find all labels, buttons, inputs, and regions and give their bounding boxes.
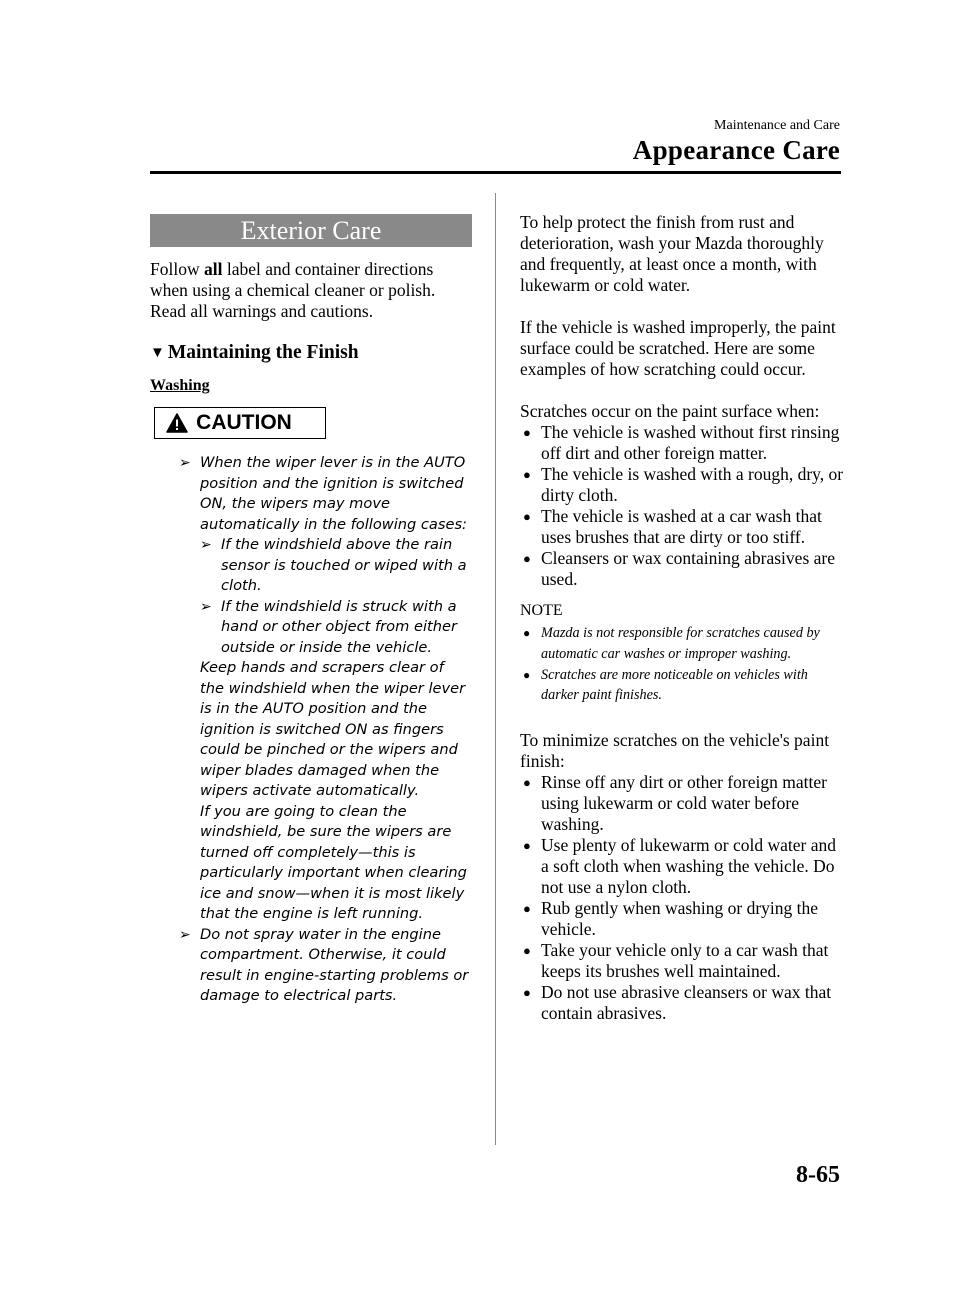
list-item-text: Rub gently when washing or drying the vehicle. [541,898,819,940]
right-column [520,212,845,1024]
bullet-icon: ● [523,943,531,959]
bullet-icon: ● [523,425,531,440]
paragraph-scratches-occur: Scratches occur on the paint surface when: [520,401,820,421]
intro-paragraph [150,259,472,322]
triangle-down-icon: ▼ [150,344,165,361]
list-item [520,548,845,590]
bullet-icon: ● [523,667,531,682]
section-title-bar: Exterior Care [150,214,472,247]
list-item [520,835,845,898]
note-title: NOTE [520,602,563,619]
intro-text-start: Follow [150,259,204,279]
bullet-icon: ● [523,838,531,854]
spacer [520,380,845,401]
bullet-icon: ● [523,985,531,1001]
list-item-text: The vehicle is washed with a rough, dry, or dirty cloth. [541,464,844,505]
list-item-text: The vehicle is washed at a car wash that uses brushes that are dirty or too stiff. [541,506,822,547]
paragraph-minimize-scratches: To minimize scratches on the vehicle's paint finish: [520,730,830,772]
bullet-icon: ● [523,509,531,524]
caution-label: CAUTION [196,411,292,434]
caution-subitem [150,597,472,659]
arrow-bullet-icon: ➢ [200,537,212,553]
note-item-text: Mazda is not responsible for scratches caused by automatic car washes or improper washing. [541,625,820,662]
caution-subitem-text: If the windshield is struck with a hand or other object from either outside or inside the vehicle. [221,597,457,656]
list-item [520,982,845,1024]
subheading-text: Maintaining the Finish [167,342,359,363]
caution-item [150,925,472,1007]
caution-subitem-text: If the windshield above the rain sensor is touched or wiped with a cloth. [221,536,467,594]
chapter-label: Maintenance and Care [714,118,840,133]
intro-emphasis: all [203,259,223,279]
list-item [520,464,845,506]
arrow-bullet-icon: ➢ [200,598,212,615]
spacer [520,706,845,730]
list-item [520,898,845,940]
header-rule [150,171,841,174]
list-item [520,506,845,548]
list-item-text: Use plenty of lukewarm or cold water and a soft cloth when washing the vehicle. Do not use a nylon cloth. [541,835,836,898]
arrow-bullet-icon: ➢ [179,455,191,471]
list-item-text: Cleansers or wax containing abrasives are used. [541,548,835,589]
column-divider [495,193,496,1145]
list-item-text: Do not use abrasive cleansers or wax that contain abrasives. [541,982,832,1024]
caution-item [150,453,472,535]
tips-list [520,772,845,1024]
list-item-text: The vehicle is washed without first rinsing off dirt and other foreign matter. [541,422,840,463]
intro-text-end: label and container directions when using a chemical cleaner or polish. Read all warnings and cautions. [150,259,436,321]
list-item [520,422,845,464]
left-column [150,214,472,1007]
paragraph-improper-washing: If the vehicle is washed improperly, the paint surface could be scratched. Here are some examples of how scratching could occur. [520,317,836,379]
note-item [520,623,845,665]
washing-label: Washing [150,377,210,394]
caution-subitem [150,535,472,597]
caution-paragraph: If you are going to clean the windshield, be sure the wipers are turned off completely—this is particularly important when clearing ice and snow—when it is most likely that the engine is left running. [200,802,467,922]
bullet-icon: ● [523,551,531,566]
subheading [150,342,472,364]
list-item-text: Take your vehicle only to a car wash that keeps its brushes well maintained. [541,940,829,982]
page-number: 8-65 [796,1162,840,1188]
list-item-text: Rinse off any dirt or other foreign matter using lukewarm or cold water before washing. [541,772,827,835]
warning-triangle-icon [166,413,188,433]
scratch-causes-list [520,422,845,590]
note-item [520,665,845,707]
bullet-icon: ● [523,901,531,917]
caution-item-text: When the wiper lever is in the AUTO position and the ignition is switched ON, the wipers may move automatically in the following cases: [200,454,467,533]
arrow-bullet-icon: ➢ [179,926,191,943]
bullet-icon: ● [523,775,531,791]
paragraph-rust-protection: To help protect the finish from rust and deterioration, wash your Mazda thoroughly and frequently, at least once a month, with lukewarm or cold water. [520,212,824,295]
note-item-text: Scratches are more noticeable on vehicles with darker paint finishes. [541,666,808,704]
caution-item-text: Do not spray water in the engine compartment. Otherwise, it could result in engine-starting problems or damage to electrical parts. [200,925,469,1004]
caution-box [154,407,326,439]
caution-text [150,453,472,1007]
list-item [520,772,845,835]
spacer [520,296,845,317]
bullet-icon: ● [523,467,531,482]
bullet-icon: ● [523,626,531,640]
caution-paragraph: Keep hands and scrapers clear of the windshield when the wiper lever is in the AUTO position and the ignition is switched ON as fingers could be pinched or the wipers and wiper blades damaged when the wipers activate automatically. [200,659,466,799]
note-list [520,623,845,706]
page-title: Appearance Care [632,135,840,165]
list-item [520,940,845,982]
